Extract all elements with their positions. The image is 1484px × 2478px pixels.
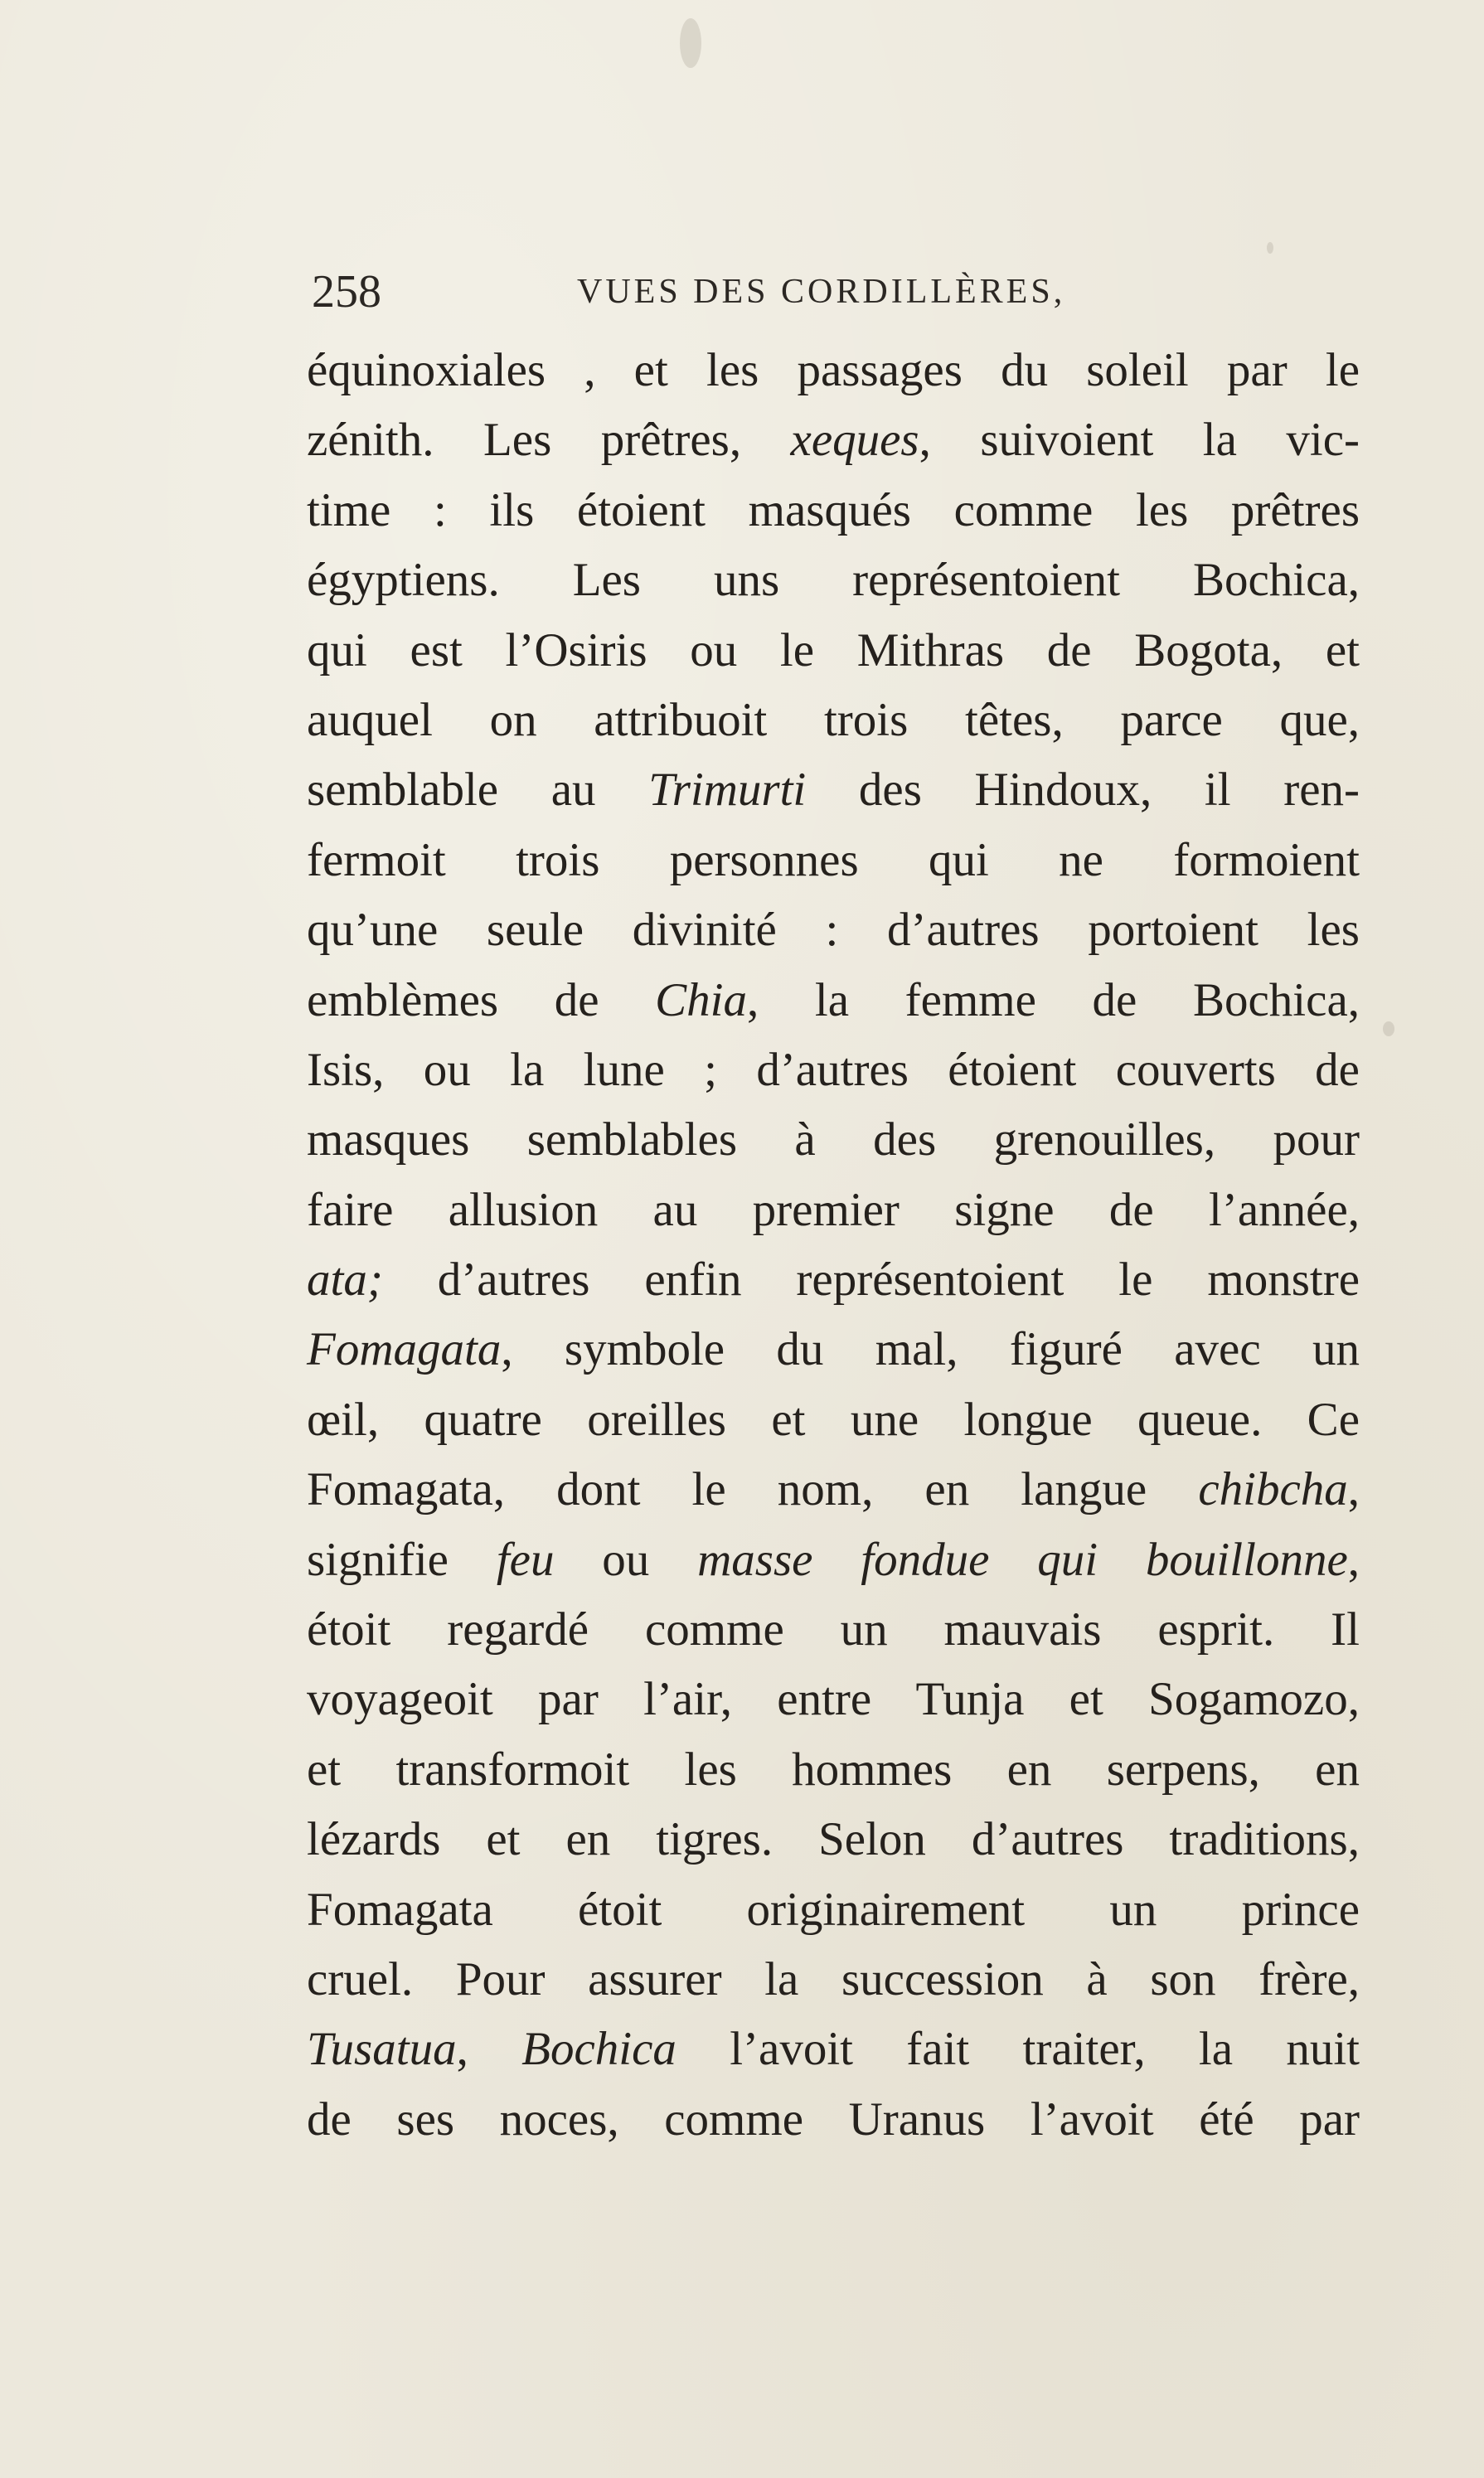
text-segment: cruel. Pour assurer la succession à son frère,: [307, 1952, 1360, 2005]
ink-smudge: [1383, 1021, 1394, 1036]
italic-text: Fomagata: [307, 1323, 502, 1376]
text-line: [307, 1525, 1360, 1595]
text-segment: Fomagata, dont le nom, en langue: [307, 1463, 1199, 1516]
text-segment: voyageoit par l’air, entre Tunja et Sogamozo,: [307, 1673, 1360, 1726]
text-segment: , suivoient la vic-: [919, 414, 1360, 467]
italic-text: Chia: [655, 973, 748, 1026]
text-segment: signifie: [307, 1533, 497, 1586]
text-segment: étoit regardé comme un mauvais esprit. Il: [307, 1603, 1360, 1656]
text-segment: lézards et en tigres. Selon d’autres traditions,: [307, 1813, 1360, 1866]
italic-text: ata;: [307, 1254, 383, 1307]
running-head: VUES DES CORDILLÈRES,: [577, 273, 1066, 311]
text-segment: fermoit trois personnes qui ne formoient: [307, 833, 1360, 886]
text-segment: ou: [554, 1533, 698, 1586]
body-text: [307, 336, 1360, 2155]
ink-smudge: [1267, 242, 1273, 254]
text-line: [307, 616, 1360, 686]
text-segment: équinoxiales , et les passages du soleil par le: [307, 344, 1360, 396]
text-line: [307, 1385, 1360, 1455]
text-line: [307, 686, 1360, 755]
text-line: [307, 405, 1360, 475]
text-segment: ,: [1347, 1463, 1360, 1516]
text-line: [307, 1035, 1360, 1105]
text-line: [307, 546, 1360, 615]
text-line: [307, 1665, 1360, 1734]
text-segment: et transformoit les hommes en serpens, en: [307, 1743, 1360, 1796]
italic-text: Trimurti: [648, 764, 807, 817]
text-segment: d’autres enfin représentoient le monstre: [382, 1254, 1360, 1307]
text-segment: Fomagata étoit originairement un prince: [307, 1883, 1360, 1936]
text-line: [307, 1105, 1360, 1175]
text-line: [307, 336, 1360, 405]
text-segment: l’avoit fait traiter, la nuit: [676, 2023, 1360, 2076]
text-line: [307, 2085, 1360, 2155]
text-line: [307, 1455, 1360, 1525]
text-line: [307, 1945, 1360, 2015]
text-line: [307, 1176, 1360, 1245]
text-line: [307, 1595, 1360, 1665]
text-segment: , la femme de Bochica,: [747, 973, 1360, 1026]
text-line: [307, 966, 1360, 1035]
text-segment: time : ils étoient masqués comme les prêtres: [307, 483, 1360, 536]
italic-text: chibcha: [1198, 1463, 1348, 1516]
text-segment: qui est l’Osiris ou le Mithras de Bogota, et: [307, 623, 1360, 676]
italic-text: xeques: [790, 414, 919, 467]
text-line: [307, 476, 1360, 546]
text-line: [307, 1875, 1360, 1945]
text-line: [307, 1735, 1360, 1805]
text-segment: emblèmes de: [307, 973, 656, 1026]
text-line: [307, 826, 1360, 895]
text-line: [307, 1805, 1360, 1874]
text-segment: zénith. Les prêtres,: [307, 414, 791, 467]
text-segment: Isis, ou la lune ; d’autres étoient couverts de: [307, 1043, 1360, 1096]
text-line: [307, 1245, 1360, 1315]
text-segment: semblable au: [307, 764, 649, 817]
italic-text: Bochica: [521, 2023, 677, 2076]
text-segment: ,: [1347, 1533, 1360, 1586]
text-segment: ,: [456, 2023, 522, 2076]
text-segment: de ses noces, comme Uranus l’avoit été par: [307, 2092, 1360, 2146]
text-segment: masques semblables à des grenouilles, pour: [307, 1113, 1360, 1166]
ink-smudge: [680, 18, 701, 68]
text-segment: égyptiens. Les uns représentoient Bochica,: [307, 554, 1360, 607]
text-line: [307, 2015, 1360, 2084]
text-line: [307, 895, 1360, 965]
text-segment: qu’une seule divinité : d’autres portoient les: [307, 904, 1360, 957]
text-segment: , symbole du mal, figuré avec un: [501, 1323, 1360, 1376]
text-segment: œil, quatre oreilles et une longue queue. Ce: [307, 1393, 1360, 1446]
text-segment: des Hindoux, il ren-: [806, 764, 1360, 817]
text-line: [307, 755, 1360, 825]
italic-text: Tusatua: [307, 2023, 457, 2076]
italic-text: masse fondue qui bouillonne: [697, 1533, 1348, 1586]
page-header: [312, 259, 1141, 325]
page-number: 258: [312, 266, 381, 318]
italic-text: feu: [496, 1533, 555, 1586]
text-line: [307, 1315, 1360, 1384]
text-segment: auquel on attribuoit trois têtes, parce que,: [307, 693, 1360, 746]
text-segment: faire allusion au premier signe de l’année,: [307, 1183, 1360, 1236]
